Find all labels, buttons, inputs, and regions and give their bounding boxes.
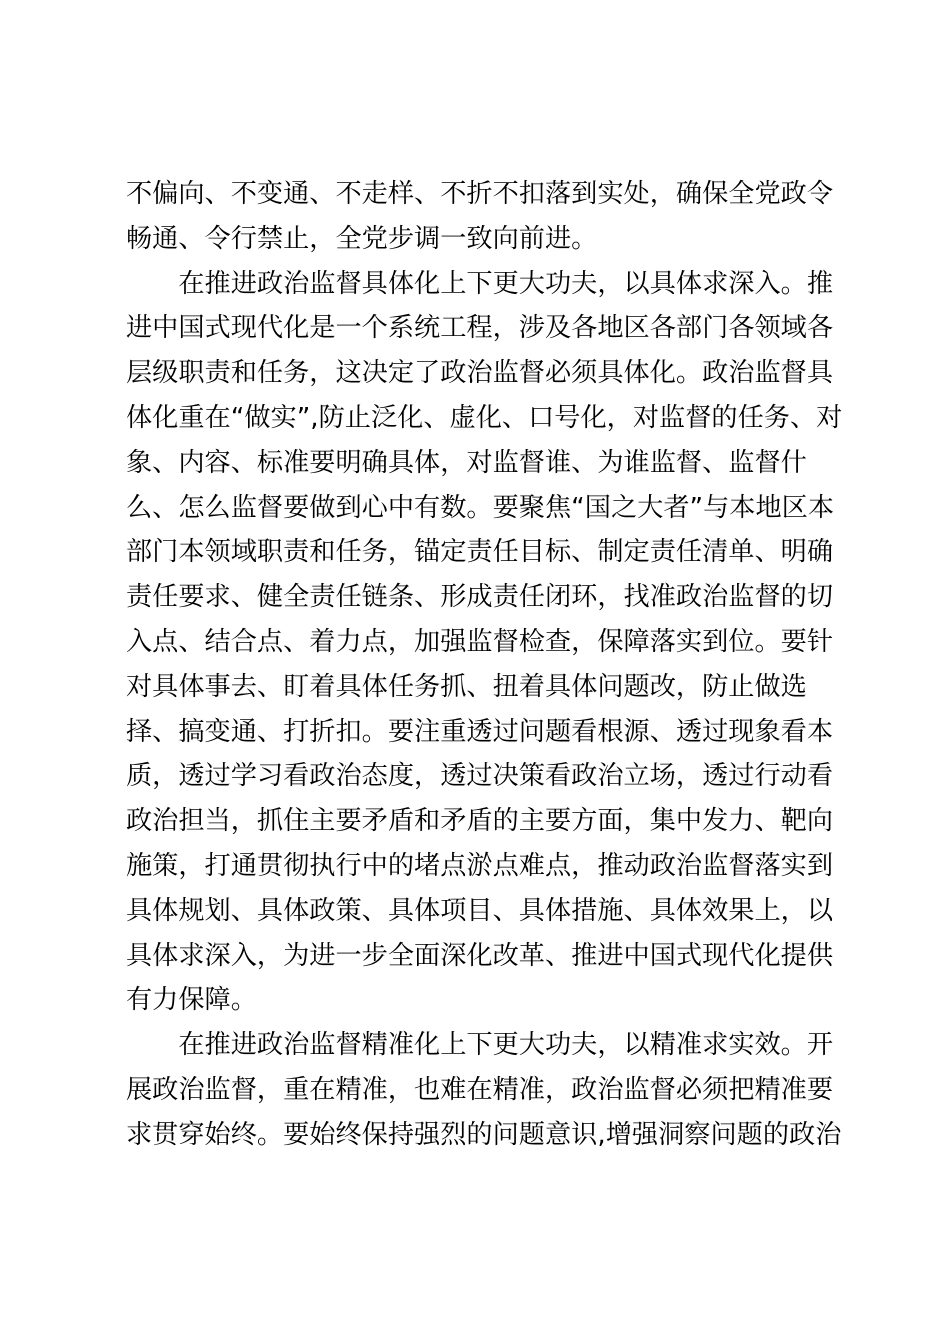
document-body — [126, 172, 843, 1158]
text-line: 具体求深入，为进一步全面深化改革、推进中国式现代化提供 — [126, 940, 834, 971]
paragraph-2 — [126, 262, 843, 1024]
paragraph-1 — [126, 172, 836, 262]
text-line: 施策，打通贯彻执行中的堵点淤点难点，推动政治监督落实到 — [126, 850, 834, 881]
text-line: 在推进政治监督精准化上下更大功夫，以精准求实效。开 — [126, 1030, 834, 1061]
text-line: 么、怎么监督要做到心中有数。要聚焦“国之大者”与本地区本 — [126, 492, 835, 523]
text-line: 具体规划、具体政策、具体项目、具体措施、具体效果上，以 — [126, 895, 834, 926]
text-line: 体化重在“做实”,防止泛化、虚化、口号化，对监督的任务、对 — [126, 402, 843, 433]
text-line: 畅通、令行禁止，全党步调一致向前进。 — [126, 223, 598, 254]
text-line: 部门本领域职责和任务，锚定责任目标、制定责任清单、明确 — [126, 537, 834, 568]
text-line: 求贯穿始终。要始终保持强烈的问题意识,增强洞察问题的政治 — [126, 1119, 842, 1150]
text-line: 责任要求、健全责任链条、形成责任闭环，找准政治监督的切 — [126, 582, 834, 613]
text-line: 在推进政治监督具体化上下更大功夫，以具体求深入。推 — [126, 268, 834, 299]
text-line: 择、搞变通、打折扣。要注重透过问题看根源、透过现象看本 — [126, 716, 834, 747]
text-line: 有力保障。 — [126, 985, 257, 1016]
text-line: 展政治监督，重在精准，也难在精准，政治监督必须把精准要 — [126, 1074, 834, 1105]
text-line: 对具体事去、盯着具体任务抓、扭着具体问题改，防止做选 — [126, 671, 807, 702]
text-line: 质，透过学习看政治态度，透过决策看政治立场，透过行动看 — [126, 761, 834, 792]
text-line: 象、内容、标准要明确具体，对监督谁、为谁监督、监督什 — [126, 447, 807, 478]
text-line: 进中国式现代化是一个系统工程，涉及各地区各部门各领域各 — [126, 313, 834, 344]
text-line: 不偏向、不变通、不走样、不折不扣落到实处，确保全党政令 — [126, 179, 834, 209]
paragraph-3 — [126, 1023, 842, 1157]
text-line: 层级职责和任务，这决定了政治监督必须具体化。政治监督具 — [126, 358, 834, 389]
text-line: 入点、结合点、着力点，加强监督检查，保障落实到位。要针 — [126, 626, 834, 657]
text-line: 政治担当，抓住主要矛盾和矛盾的主要方面，集中发力、靶向 — [126, 806, 834, 837]
